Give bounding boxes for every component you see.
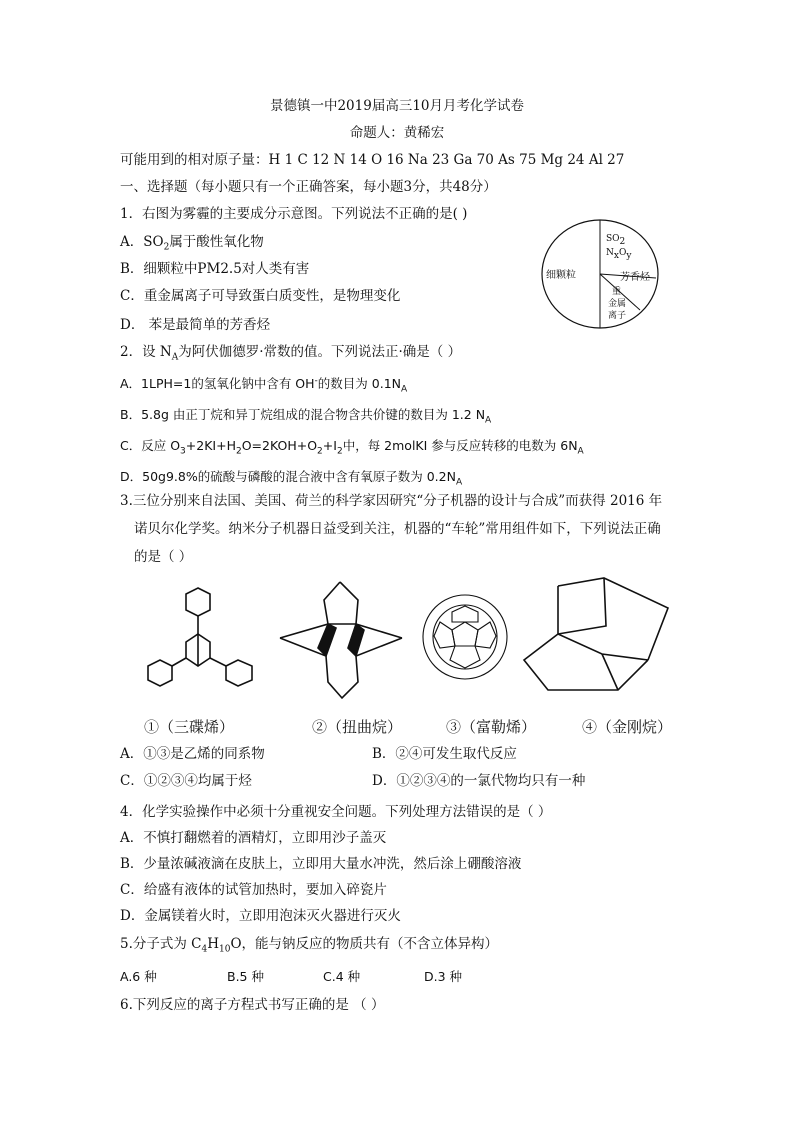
q4-stem: 4．化学实验操作中必须十分重视安全问题。下列处理方法错误的是（ ） [120, 804, 552, 820]
q2-option-a: A．1LPH=1的氢氧化钠中含有 OH-的数目为 $0.1N_A$ [120, 375, 408, 395]
q3-option-a: A．①③是乙烯的同系物 [120, 746, 265, 762]
q5-option-b: B.5 种 [227, 969, 264, 984]
atomic-masses: 可能用到的相对原子量：H 1 C 12 N 14 O 16 Na 23 Ga 70 As 75 Mg 24 Al 27 [120, 152, 625, 168]
q3-option-d: D．①②③④的一氯代物均只有一种 [372, 773, 586, 789]
q4-option-a: A．不慎打翻燃着的酒精灯，立即用沙子盖灭 [120, 830, 387, 846]
q2-stem: 2．设 $N_A$为阿伏伽德罗·常数的值。下列说法正·确是（ ） [120, 344, 462, 363]
fullerene-structure [420, 592, 510, 682]
triptycene-structure [138, 582, 280, 700]
q3-stem-line3: 的是（ ） [134, 549, 193, 565]
q3-stem-line1: 3.三位分别来自法国、美国、荷兰的科学家因研究“分子机器的设计与合成”而获得 2016 年 [120, 493, 663, 509]
q3-stem-line2: 诺贝尔化学奖。纳米分子机器日益受到关注，机器的“车轮”常用组件如下，下列说法正确 [134, 521, 661, 537]
section-heading: 一、选择题（每小题只有一个正确答案，每小题3分，共48分） [120, 179, 497, 195]
twistane-structure [276, 578, 406, 704]
pie-label-so2: $SO_2$ [606, 234, 626, 247]
q1-option-b: B．细颗粒中PM2.5对人类有害 [120, 261, 310, 277]
pie-label-metal-1: 重 [612, 287, 622, 297]
pie-label-metal-3: 离子 [608, 311, 627, 321]
q1-option-c: C．重金属离子可导致蛋白质变性，是物理变化 [120, 288, 401, 304]
q2-option-b: B．5.8g 由正丁烷和异丁烷组成的混合物含共价键的数目为 1.2 $N_A$ [120, 407, 492, 426]
q2-option-c: C．反应 $O_3+2KI+H_2O=2KOH+O_2+I_2$中，每 2molKI 参与反应转移的电数为 $6N_A$ [120, 438, 584, 457]
q5-option-c: C.4 种 [323, 969, 361, 984]
q1-stem: 1．右图为雾霾的主要成分示意图。下列说法不正确的是( ) [120, 206, 468, 222]
pie-label-aromatic: 芳香烃 [620, 272, 650, 283]
q4-option-d: D．金属镁着火时，立即用泡沫灭火器进行灭火 [120, 908, 401, 924]
pie-label-fine-particles: 细颗粒 [546, 270, 576, 281]
q3-option-b: B．②④可发生取代反应 [372, 746, 517, 762]
exam-title: 景德镇一中2019届高三10月月考化学试卷 [269, 98, 525, 114]
smog-composition-pie [540, 218, 660, 330]
q4-option-b: B．少量浓碱液滴在皮肤上，立即用大量水冲洗，然后涂上硼酸溶液 [120, 856, 522, 872]
adamantane-structure [514, 574, 678, 704]
q5-option-a: A.6 种 [120, 969, 157, 984]
q3-option-c: C．①②③④均属于烃 [120, 773, 252, 789]
q1-option-a: A．$SO_2$属于酸性氧化物 [120, 234, 264, 253]
structure-label-3: ③（富勒烯） [446, 718, 537, 736]
exam-author: 命题人：黄稀宏 [349, 125, 445, 141]
q5-option-d: D.3 种 [424, 969, 463, 984]
pie-label-nxoy: $N_xO_y$ [606, 248, 632, 261]
structure-label-2: ②（扭曲烷） [312, 718, 403, 736]
structure-label-4: ④（金刚烷） [582, 718, 673, 736]
structure-label-1: ①（三碟烯） [144, 718, 235, 736]
pie-label-metal-2: 金属 [608, 299, 627, 309]
q5-stem: 5.分子式为 $C_4H_{10}O$，能与钠反应的物质共有（不含立体异构） [120, 936, 499, 955]
q4-option-c: C．给盛有液体的试管加热时，要加入碎瓷片 [120, 882, 387, 898]
q1-option-d: D． 苯是最简单的芳香烃 [120, 317, 271, 333]
q6-stem: 6.下列反应的离子方程式书写正确的是 （ ） [120, 997, 385, 1013]
q2-option-d: D．50g9.8%的硫酸与磷酸的混合液中含有氧原子数为 $0.2N_A$ [120, 469, 463, 488]
